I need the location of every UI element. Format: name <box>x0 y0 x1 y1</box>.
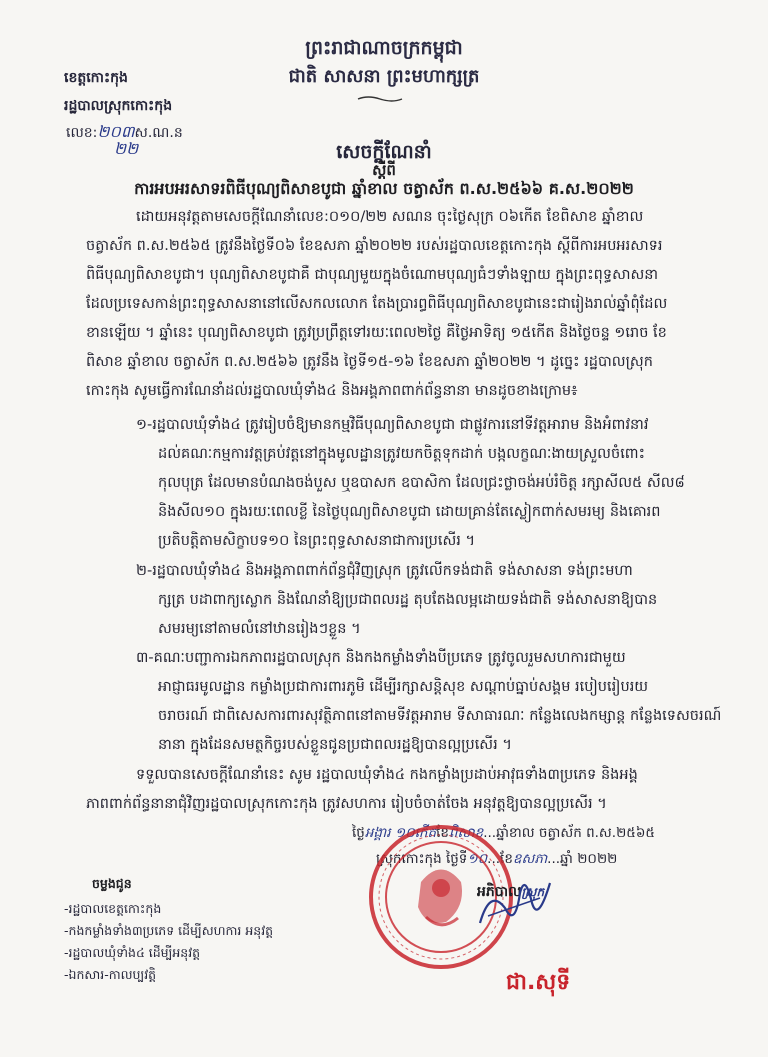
lunar-date-suffix: ...ឆ្នាំខាល ចត្វាស័ក ព.ស.២៥៦៥ <box>483 825 655 841</box>
closing-line: ភាពពាក់ព័ន្ធនានាជុំវិញរដ្ឋបាលស្រុកកោះកុង ត្រូវសហការ រៀបចំចាត់ចែង អនុវត្តឱ្យបានល្អប្រសើរ ។ <box>86 796 607 812</box>
solar-date-prefix: ស្រុកកោះកុង ថ្ងៃទី <box>376 851 468 867</box>
item1-line: និងសីល១០ ក្នុងរយៈពេលខ្លី នៃថ្ងៃបុណ្យពិសាខបូជា ដោយគ្រាន់តែស្លៀកពាក់សមរម្យ និងគោរព <box>158 504 661 520</box>
kingdom-motto: ជាតិ សាសនា ព្រះមហាក្សត្រ <box>288 66 480 87</box>
closing-line: ទទួលបានសេចក្តីណែនាំនេះ សូម រដ្ឋបាលឃុំទាំង៤ កងកម្លាំងប្រដាប់អាវុធទាំង៣ប្រភេទ និងអង្គ <box>136 767 638 783</box>
ref-prefix: លេខ: <box>66 125 98 141</box>
lunar-date-handwritten: អង្គារ ១០កើត <box>364 825 437 841</box>
intro-line: ខានឡើយ ។ ឆ្នាំនេះ បុណ្យពិសាខបូជា ត្រូវប្រព្រឹត្តទៅរយៈពេល២ថ្ងៃ គឺថ្ងៃអាទិត្យ ១៥កើត និងថ្ងៃចន្ទ ១រោច ខែ <box>86 325 667 341</box>
sender-province: ខេត្តកោះកុង <box>64 70 128 86</box>
distribution-item: -រដ្ឋបាលខេត្តកោះកុង <box>64 901 162 916</box>
handwritten-signature <box>470 868 560 938</box>
solar-date-suffix: ...ឆ្នាំ ២០២២ <box>547 851 618 867</box>
distribution-item: -ឯកសារ-កាលប្បវត្តិ <box>64 967 157 982</box>
governor-title-text: អភិបាល <box>477 884 522 900</box>
ref-number-handwritten: ២០៣ <box>97 122 135 141</box>
solar-month-handwritten: ឧសភា <box>512 851 548 867</box>
lunar-date-prefix: ថ្ងៃ <box>352 825 365 841</box>
ornament-divider <box>356 94 404 104</box>
item3-line: អាជ្ញាធរមូលដ្ឋាន កម្លាំងប្រជាការពារភូមិ ដើម្បីរក្សាសន្តិសុខ សណ្តាប់ធ្នាប់សង្គម របៀបរៀបរយ <box>158 679 649 695</box>
document-type: សេចក្តីណែនាំ <box>336 141 432 163</box>
item1-line: ១-រដ្ឋបាលឃុំទាំង៤ ត្រូវរៀបចំឱ្យមានកម្មវិធីបុណ្យពិសាខបូជា ជាផ្លូវការនៅទីវត្តអារាម និងអំពាវនាវ <box>136 417 649 433</box>
item3-line: នានា ក្នុងដែនសមត្ថកិច្ចរបស់ខ្លួនជូនប្រជាពលរដ្ឋឱ្យបានល្អប្រសើរ ។ <box>158 737 512 753</box>
item1-line: កុលបុត្រ ដែលមានបំណងចង់បួស ឬឧបាសក ឧបាសិកា ដែលជ្រះថ្លាចង់អប់រំចិត្ត រក្សាសីល៥ សីល៨ <box>158 475 685 491</box>
item3-line: ចរាចរណ៍ ជាពិសេសការពារសុវត្ថិភាពនៅតាមទីវត្តអារាម ទីសាធារណៈ កន្លែងលេងកម្សាន្ត កន្លែងទេសចរណ៍ <box>158 708 722 724</box>
sender-district: រដ្ឋបាលស្រុកកោះកុង <box>64 98 173 114</box>
about-label: ស្តីពី <box>372 161 396 179</box>
intro-line: ពិធីបុណ្យពិសាខបូជា។ បុណ្យពិសាខបូជាគឺ ជាបុណ្យមួយក្នុងចំណោមបុណ្យធំៗទាំងឡាយ ក្នុងព្រះពុទ្ធសាសនា <box>86 267 659 283</box>
lunar-date-mid: ខែ <box>436 825 449 841</box>
item2-line: ២-រដ្ឋបាលឃុំទាំង៤ និងអង្គភាពពាក់ព័ន្ធជុំវិញស្រុក ត្រូវលើកទង់ជាតិ ទង់សាសនា ទង់ព្រះមហា <box>136 563 633 579</box>
document-subject: ការអបអរសាទរពិធីបុណ្យពិសាខបូជា ឆ្នាំខាល ចត្វាស័ក ព.ស.២៥៦៦ គ.ស.២០២២ <box>134 179 634 198</box>
intro-line: ពិសាខ ឆ្នាំខាល ចត្វាស័ក ព.ស.២៥៦៦ ត្រូវនឹង ថ្ងៃទី១៥-១៦ ខែឧសភា ឆ្នាំ២០២២ ។ ដូច្នេះ រដ្ឋបាលស្រុក <box>86 354 653 370</box>
intro-line: ចត្វាស័ក ព.ស.២៥៦៥ ត្រូវនឹងថ្ងៃទី០៦ ខែឧសភា ឆ្នាំ២០២២ របស់រដ្ឋបាលខេត្តកោះកុង ស្តីពីការអបអរសាទរ <box>86 238 663 254</box>
item1-line: ប្រតិបត្តិតាមសិក្ខាបទ១០ នៃព្រះពុទ្ធសាសនាជាការប្រសើរ ។ <box>158 533 476 549</box>
signatory-name: ជា.សុទី <box>506 970 571 995</box>
kingdom-title: ព្រះរាជាណាចក្រកម្ពុជា <box>305 37 463 59</box>
governor-title-handwritten: ស្រុក <box>521 885 545 899</box>
intro-line: ដោយអនុវត្តតាមសេចក្តីណែនាំលេខ:០១០/២២ សណន ចុះថ្ងៃសុក្រ ០៦កើត ខែពិសាខ ឆ្នាំខាល <box>136 209 644 225</box>
intro-line: កោះកុង សូមធ្វើការណែនាំដល់រដ្ឋបាលឃុំទាំង៤ និងអង្គភាពពាក់ព័ន្ធនានា មានដូចខាងក្រោម៖ <box>86 383 578 399</box>
distribution-title: ចម្លងជូន <box>92 876 132 891</box>
item3-line: ៣-គណៈបញ្ជាការឯកភាពរដ្ឋបាលស្រុក និងកងកម្លាំងទាំងបីប្រភេទ ត្រូវចូលរួមសហការជាមួយ <box>136 650 626 666</box>
lunar-month-handwritten: ពិសាខ <box>448 825 484 841</box>
distribution-item: -រដ្ឋបាលឃុំទាំង៤ ដើម្បីអនុវត្ត <box>64 945 201 960</box>
solar-day-handwritten: ១០ <box>467 851 488 867</box>
solar-date-mid: ...ខែ <box>487 851 513 867</box>
ref-handwritten-extra: ២២ <box>114 139 139 158</box>
ref-suffix: ស.ណ.ន <box>134 125 183 141</box>
item1-line: ដល់គណៈកម្មការវត្តគ្រប់វត្តនៅក្នុងមូលដ្ឋានត្រូវយកចិត្តទុកដាក់ បង្កលក្ខណៈងាយស្រួលចំពោះ <box>158 446 645 462</box>
item2-line: ក្សត្រ បដាពាក្យស្លោក និងណែនាំឱ្យប្រជាពលរដ្ឋ តុបតែងលម្អដោយទង់ជាតិ ទង់សាសនាឱ្យបាន <box>158 592 658 608</box>
intro-line: ដែលប្រទេសកាន់ព្រះពុទ្ធសាសនានៅលើសកលលោក តែងប្រារព្ធពិធីបុណ្យពិសាខបូជានេះជារៀងរាល់ឆ្នាំពុំដែល <box>86 296 668 312</box>
distribution-item: -កងកម្លាំងទាំង៣ប្រភេទ ដើម្បីសហការ អនុវត្ត <box>64 923 274 938</box>
item2-line: សមរម្យនៅតាមលំនៅឋានរៀងៗខ្លួន ។ <box>158 621 361 637</box>
